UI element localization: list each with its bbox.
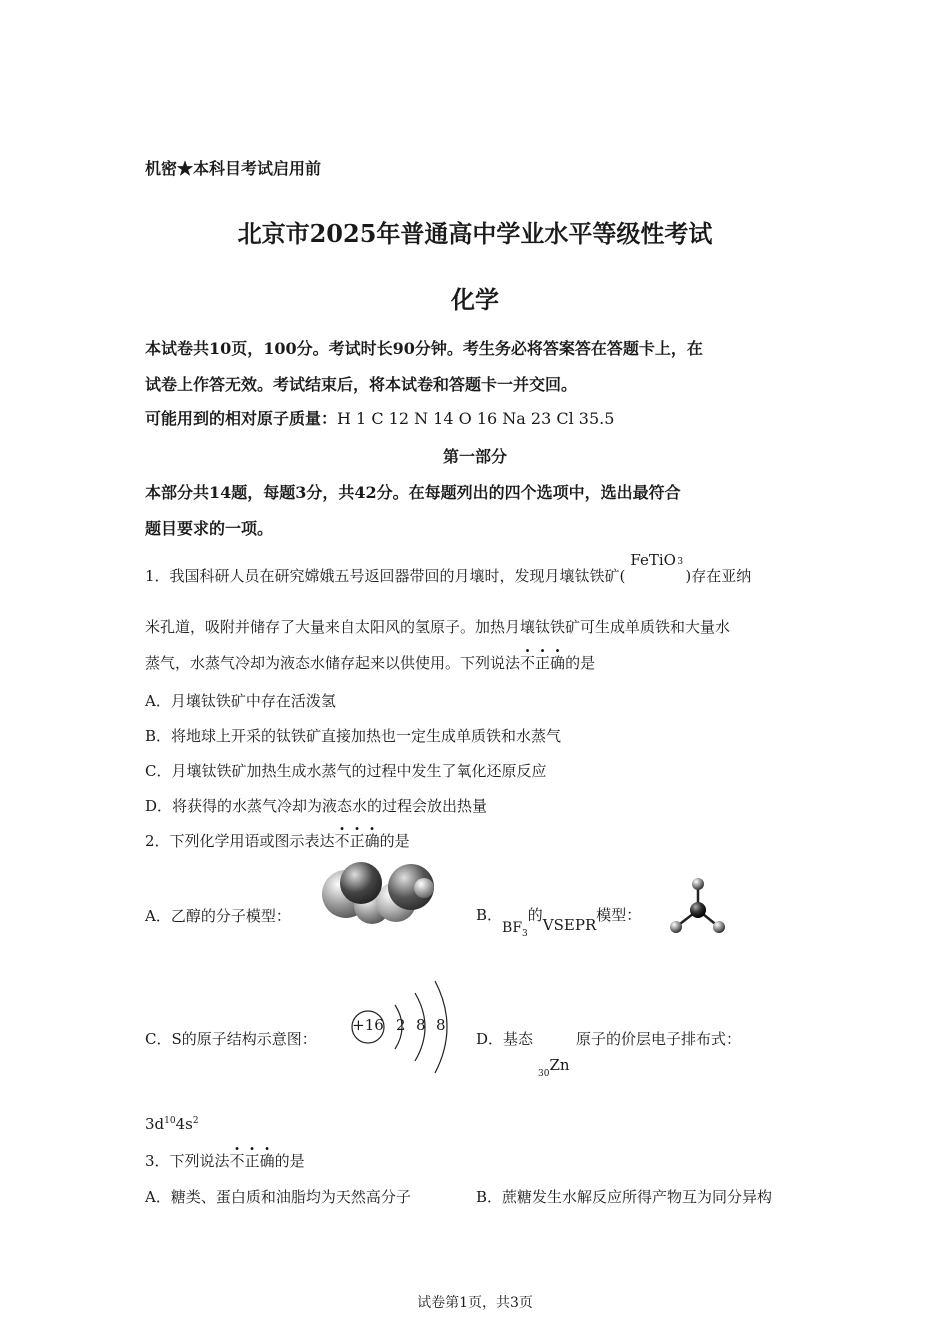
q1-line3-pre: 蒸气，水蒸气冷却为液态水储存起来以供使用。下列说法 — [145, 654, 521, 672]
ethanol-model-image — [318, 862, 438, 922]
emphasis-char: 不 — [334, 832, 350, 850]
q1-line3-post: 的是 — [565, 654, 596, 672]
emphasis-char: 正 — [535, 654, 551, 672]
q1-option-c: C．月壤钛铁矿加热生成水蒸气的过程中发生了氧化还原反应 — [145, 762, 547, 780]
q3-stem — [145, 1150, 305, 1171]
emphasis-char: 确 — [259, 1152, 275, 1170]
q2-option-b — [476, 904, 642, 939]
q2-option-a: A．乙醇的分子模型： — [145, 907, 291, 925]
q2-stem-pre: 2．下列化学用语或图示表达 — [145, 832, 335, 850]
q1-formula-sub: 3 — [677, 557, 684, 567]
shell-3-electrons: 8 — [436, 1016, 446, 1034]
config-3d-sup: 10 — [164, 1116, 176, 1126]
atomic-mass-line — [145, 406, 614, 429]
q2-optb-post: 模型： — [596, 906, 642, 924]
q2-option-d-post: 原子的价层电子排布式： — [576, 1030, 742, 1048]
zn-electron-config — [145, 1115, 199, 1133]
q3-option-a: A．糖类、蛋白质和油脂均为天然高分子 — [145, 1188, 411, 1206]
bf3-vsepr-model-image — [665, 875, 735, 937]
emphasis-char: 确 — [550, 654, 566, 672]
q2-stem — [145, 830, 410, 851]
q1-option-b: B．将地球上开采的钛铁矿直接加热也一定生成单质铁和水蒸气 — [145, 727, 562, 745]
q2-optb-pre: B． — [476, 906, 503, 924]
q3-stem-pre: 3．下列说法 — [145, 1152, 230, 1170]
zn-symbol — [538, 1056, 570, 1079]
q3-stem-post: 的是 — [274, 1152, 305, 1170]
bf3-sub: 3 — [522, 928, 528, 939]
vsepr-label: VSEPR — [542, 916, 597, 934]
shell-2-electrons: 8 — [416, 1016, 426, 1034]
emphasis-char: 不 — [520, 654, 536, 672]
atomic-mass-values: H 1 C 12 N 14 O 16 Na 23 Cl 35.5 — [337, 409, 615, 428]
q2-option-d-pre: D．基态 — [476, 1030, 534, 1048]
q1-stem-a: 1．我国科研人员在研究嫦娥五号返回器带回的月壤时，发现月壤钛铁矿( — [145, 567, 626, 585]
q1-option-d: D．将获得的水蒸气冷却为液态水的过程会放出热量 — [145, 797, 488, 815]
zn-atomic-number: 30 — [538, 1069, 550, 1079]
emphasis-char: 正 — [349, 832, 365, 850]
instruction-line-2: 试卷上作答无效。考试结束后，将本试卷和答题卡一并交回。 — [145, 375, 578, 394]
zn-element: Zn — [549, 1056, 570, 1074]
part-desc-1: 本部分共14题，每题3分，共42分。在每题列出的四个选项中，选出最符合 — [145, 483, 681, 502]
bf3-main: BF — [502, 920, 523, 936]
q1-stem-b: )存在亚纳 — [685, 567, 752, 585]
q1-formula — [625, 551, 685, 585]
q1-stem-line-3 — [145, 652, 595, 673]
nucleus-charge: +16 — [352, 1016, 384, 1034]
part-desc-2: 题目要求的一项。 — [145, 519, 274, 538]
emphasis-char: 正 — [244, 1152, 260, 1170]
q1-stem-line-2: 米孔道，吸附并储存了大量来自太阳风的氢原子。加热月壤钛铁矿可生成单质铁和大量水 — [145, 618, 731, 636]
q1-option-a: A．月壤钛铁矿中存在活泼氢 — [145, 692, 336, 710]
q2-optb-mid: 的 — [527, 906, 543, 924]
shell-1-electrons: 2 — [396, 1016, 406, 1034]
q2-option-c: C．S的原子结构示意图： — [145, 1030, 317, 1048]
q3-option-b: B．蔗糖发生水解反应所得产物互为同分异构 — [476, 1188, 773, 1206]
exam-title: 北京市2025年普通高中学业水平等级性考试 — [237, 219, 713, 248]
page-footer: 试卷第1页，共3页 — [417, 1295, 533, 1311]
q1-stem-line-1 — [145, 551, 752, 586]
config-3d: 3d — [145, 1115, 165, 1133]
config-4s-sup: 2 — [192, 1116, 199, 1126]
atomic-mass-label: 可能用到的相对原子质量： — [145, 409, 338, 428]
emphasis-char: 确 — [364, 832, 380, 850]
config-4s: 4s — [175, 1115, 193, 1133]
subject-title: 化学 — [451, 285, 499, 314]
instruction-line-1: 本试卷共10页，100分。考试时长90分钟。考生务必将答案答在答题卡上，在 — [145, 339, 703, 358]
q1-formula-main: FeTiO — [630, 551, 676, 569]
bf3-formula — [502, 920, 528, 939]
confidential-label: 机密★本科目考试启用前 — [145, 159, 322, 178]
part-title: 第一部分 — [442, 447, 507, 466]
q2-stem-post: 的是 — [379, 832, 410, 850]
emphasis-char: 不 — [229, 1152, 245, 1170]
